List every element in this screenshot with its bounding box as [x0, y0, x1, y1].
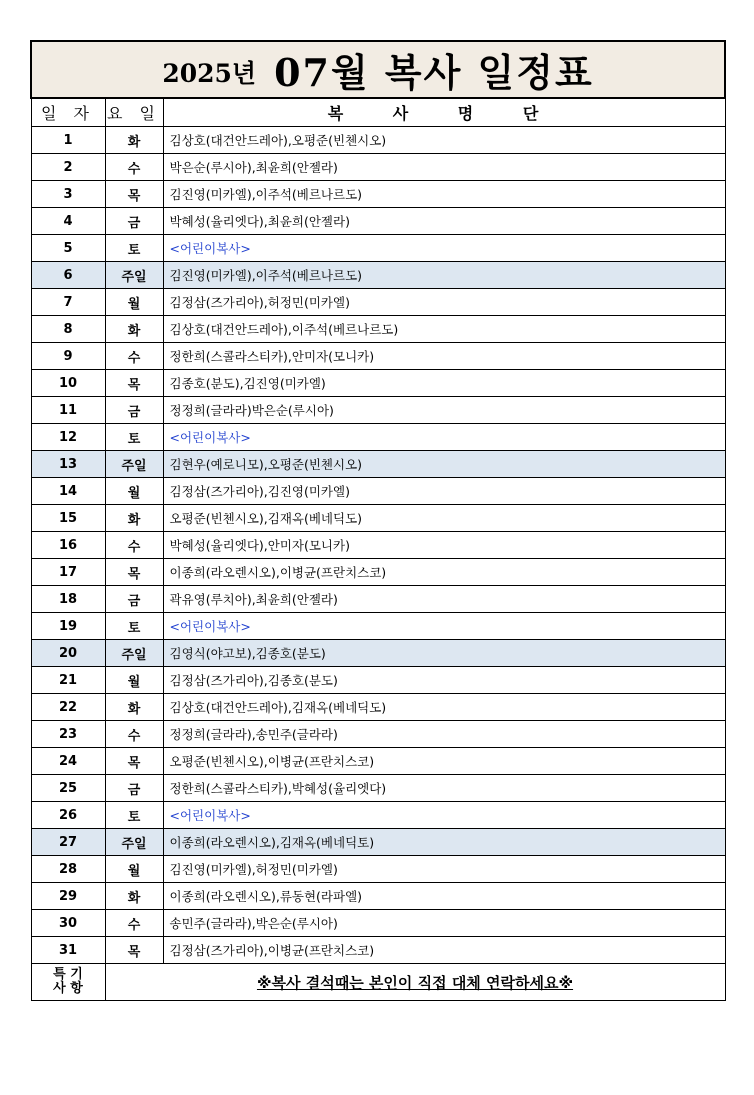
title-year: 2025년: [162, 59, 257, 88]
table-row: [31, 640, 725, 667]
weekday-cell: 목: [105, 937, 163, 964]
weekday-cell: 수: [105, 343, 163, 370]
note-row: [31, 964, 725, 1001]
table-row: [31, 586, 725, 613]
names-cell: 김상호(대건안드레아),오평준(빈첸시오): [163, 127, 725, 154]
note-label-line2: 사 항: [53, 981, 83, 996]
table-row: [31, 154, 725, 181]
title-row: [31, 41, 725, 98]
names-cell: 김정삼(즈가리아),이병균(프란치스코): [163, 937, 725, 964]
day-cell: 1: [31, 127, 105, 154]
weekday-cell: 화: [105, 694, 163, 721]
table-row: [31, 343, 725, 370]
table-row: [31, 208, 725, 235]
weekday-cell: 주일: [105, 451, 163, 478]
table-row: [31, 775, 725, 802]
table-row: [31, 370, 725, 397]
table-row: [31, 262, 725, 289]
header-names: 복 사 명 단: [163, 98, 725, 127]
names-cell: 김종호(분도),김진영(미카엘): [163, 370, 725, 397]
header-row: [31, 98, 725, 127]
day-cell: 3: [31, 181, 105, 208]
names-cell: 박은순(루시아),최윤희(안젤라): [163, 154, 725, 181]
table-row: [31, 910, 725, 937]
day-cell: 27: [31, 829, 105, 856]
weekday-cell: 화: [105, 127, 163, 154]
names-cell: <어린이복사>: [163, 613, 725, 640]
day-cell: 22: [31, 694, 105, 721]
day-cell: 25: [31, 775, 105, 802]
note-label: [31, 964, 105, 1001]
day-cell: 20: [31, 640, 105, 667]
weekday-cell: 목: [105, 748, 163, 775]
day-cell: 9: [31, 343, 105, 370]
day-cell: 4: [31, 208, 105, 235]
table-row: [31, 667, 725, 694]
names-cell: 김현우(예로니모),오평준(빈첸시오): [163, 451, 725, 478]
names-cell: 정정희(글라라)박은순(루시아): [163, 397, 725, 424]
day-cell: 15: [31, 505, 105, 532]
page-title: [31, 41, 725, 98]
table-row: [31, 451, 725, 478]
table-row: [31, 856, 725, 883]
table-row: [31, 613, 725, 640]
weekday-cell: 수: [105, 910, 163, 937]
names-cell: 오평준(빈첸시오),이병균(프란치스코): [163, 748, 725, 775]
weekday-cell: 목: [105, 370, 163, 397]
weekday-cell: 금: [105, 397, 163, 424]
day-cell: 2: [31, 154, 105, 181]
names-cell: 정한희(스콜라스티카),안미자(모니카): [163, 343, 725, 370]
names-cell: 송민주(글라라),박은순(루시아): [163, 910, 725, 937]
note-label-line1: 특 기: [53, 967, 83, 982]
day-cell: 30: [31, 910, 105, 937]
table-row: [31, 289, 725, 316]
day-cell: 21: [31, 667, 105, 694]
table-row: [31, 748, 725, 775]
names-cell: <어린이복사>: [163, 235, 725, 262]
weekday-cell: 화: [105, 505, 163, 532]
weekday-cell: 수: [105, 721, 163, 748]
day-cell: 28: [31, 856, 105, 883]
table-row: [31, 424, 725, 451]
day-cell: 5: [31, 235, 105, 262]
names-cell: <어린이복사>: [163, 802, 725, 829]
weekday-cell: 토: [105, 235, 163, 262]
day-cell: 10: [31, 370, 105, 397]
weekday-cell: 월: [105, 289, 163, 316]
table-row: [31, 235, 725, 262]
names-cell: 정정희(글라라),송민주(글라라): [163, 721, 725, 748]
weekday-cell: 금: [105, 586, 163, 613]
weekday-cell: 주일: [105, 829, 163, 856]
header-weekday: 요 일: [105, 98, 163, 127]
note-text: ※복사 결석때는 본인이 직접 대체 연락하세요※: [105, 964, 725, 1001]
names-cell: 김정삼(즈가리아),김종호(분도): [163, 667, 725, 694]
table-row: [31, 316, 725, 343]
table-row: [31, 721, 725, 748]
day-cell: 29: [31, 883, 105, 910]
table-row: [31, 127, 725, 154]
names-cell: 김진영(미카엘),허정민(미카엘): [163, 856, 725, 883]
names-cell: 곽유영(루치아),최윤희(안젤라): [163, 586, 725, 613]
schedule-table: [30, 40, 726, 1001]
table-row: [31, 559, 725, 586]
day-cell: 23: [31, 721, 105, 748]
names-cell: 김영식(야고보),김종호(분도): [163, 640, 725, 667]
names-cell: 오평준(빈첸시오),김재옥(베네딕도): [163, 505, 725, 532]
day-cell: 19: [31, 613, 105, 640]
weekday-cell: 주일: [105, 262, 163, 289]
weekday-cell: 월: [105, 856, 163, 883]
weekday-cell: 금: [105, 775, 163, 802]
weekday-cell: 토: [105, 424, 163, 451]
weekday-cell: 월: [105, 478, 163, 505]
table-row: [31, 694, 725, 721]
table-row: [31, 829, 725, 856]
day-cell: 16: [31, 532, 105, 559]
header-day: 일 자: [31, 98, 105, 127]
title-month: 07월 복사 일정표: [274, 50, 594, 95]
names-cell: 이종희(라오렌시오),이병균(프란치스코): [163, 559, 725, 586]
weekday-cell: 금: [105, 208, 163, 235]
day-cell: 7: [31, 289, 105, 316]
table-row: [31, 802, 725, 829]
names-cell: 김진영(미카엘),이주석(베르나르도): [163, 262, 725, 289]
day-cell: 13: [31, 451, 105, 478]
weekday-cell: 주일: [105, 640, 163, 667]
names-cell: 김정삼(즈가리아),김진영(미카엘): [163, 478, 725, 505]
day-cell: 6: [31, 262, 105, 289]
weekday-cell: 월: [105, 667, 163, 694]
names-cell: 김진영(미카엘),이주석(베르나르도): [163, 181, 725, 208]
day-cell: 24: [31, 748, 105, 775]
weekday-cell: 화: [105, 316, 163, 343]
table-row: [31, 883, 725, 910]
weekday-cell: 수: [105, 532, 163, 559]
table-row: [31, 937, 725, 964]
day-cell: 18: [31, 586, 105, 613]
day-cell: 26: [31, 802, 105, 829]
weekday-cell: 화: [105, 883, 163, 910]
names-cell: 박혜성(율리엣다),최윤희(안젤라): [163, 208, 725, 235]
names-cell: 김정삼(즈가리아),허정민(미카엘): [163, 289, 725, 316]
names-cell: 이종희(라오렌시오),김재옥(베네딕토): [163, 829, 725, 856]
day-cell: 14: [31, 478, 105, 505]
table-row: [31, 505, 725, 532]
weekday-cell: 토: [105, 802, 163, 829]
table-row: [31, 478, 725, 505]
table-row: [31, 532, 725, 559]
day-cell: 17: [31, 559, 105, 586]
weekday-cell: 수: [105, 154, 163, 181]
table-row: [31, 397, 725, 424]
weekday-cell: 목: [105, 181, 163, 208]
weekday-cell: 목: [105, 559, 163, 586]
day-cell: 8: [31, 316, 105, 343]
table-row: [31, 181, 725, 208]
day-cell: 11: [31, 397, 105, 424]
names-cell: 김상호(대건안드레아),김재옥(베네딕도): [163, 694, 725, 721]
names-cell: 박혜성(율리엣다),안미자(모니카): [163, 532, 725, 559]
day-cell: 31: [31, 937, 105, 964]
names-cell: 이종희(라오렌시오),류동현(라파엘): [163, 883, 725, 910]
names-cell: <어린이복사>: [163, 424, 725, 451]
names-cell: 정한희(스콜라스티카),박혜성(율리엣다): [163, 775, 725, 802]
day-cell: 12: [31, 424, 105, 451]
names-cell: 김상호(대건안드레아),이주석(베르나르도): [163, 316, 725, 343]
weekday-cell: 토: [105, 613, 163, 640]
